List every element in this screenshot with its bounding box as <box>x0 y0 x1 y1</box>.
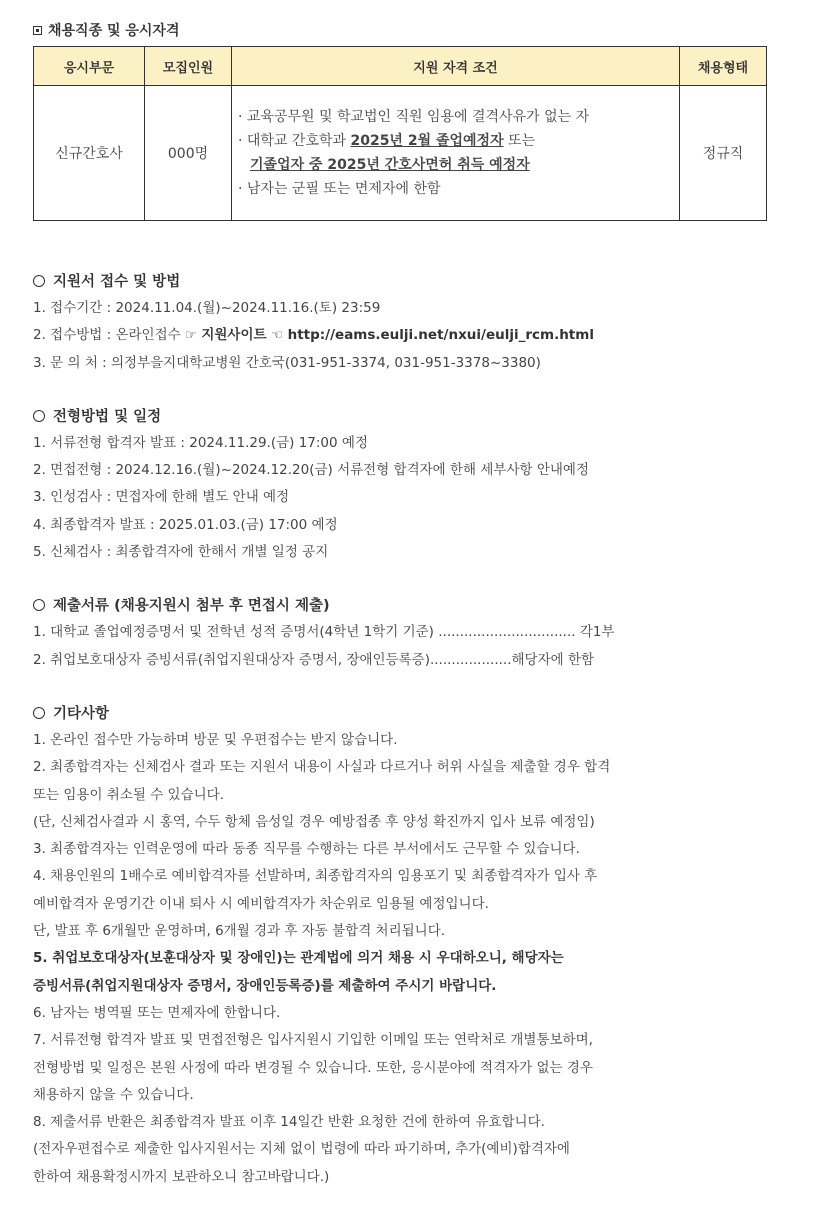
info-line: 4. 채용인원의 1배수로 예비합격자를 선발하며, 최종합격자의 임용포기 및 최종합격자가 입사 후 <box>33 868 598 885</box>
section-process-heading: 전형방법 및 일정 <box>33 404 793 430</box>
info-line: 또는 임용이 취소될 수 있습니다. <box>33 786 224 803</box>
info-line-bold: 증빙서류(취업지원대상자 증명서, 장애인등록증)를 제출하여 주시기 바랍니다. <box>33 977 497 994</box>
info-line: 2. 접수방법 : 온라인접수 ☞ 지원사이트 ☜ http://eams.eulji.net/nxui/eulji_rcm.html <box>33 327 594 344</box>
condition-line: · 대학교 간호학과 2025년 2월 졸업예정자 또는 <box>238 133 536 149</box>
info-line: 1. 서류전형 합격자 발표 : 2024.11.29.(금) 17:00 예정 <box>33 434 368 451</box>
info-line-bold: 5. 취업보호대상자(보훈대상자 및 장애인)는 관계법에 의거 채용 시 우대하오니, 해당자는 <box>33 950 564 967</box>
apply-url-link[interactable]: http://eams.eulji.net/nxui/eulji_rcm.html <box>282 327 594 344</box>
license-highlight: 기졸업자 중 2025년 간호사면허 취득 예정자 <box>250 157 530 173</box>
section-application-heading: 지원서 접수 및 방법 <box>33 269 793 295</box>
info-line: 전형방법 및 일정은 본원 사정에 따라 변경될 수 있습니다. 또한, 응시분야에 적격자가 없는 경우 <box>33 1059 593 1076</box>
info-line: 8. 제출서류 반환은 최종합격자 발표 이후 14일간 반환 요청한 건에 한하여 유효합니다. <box>33 1114 545 1131</box>
info-line: 3. 최종합격자는 인력운영에 따라 동종 직무를 수행하는 다른 부서에서도 근무할 수 있습니다. <box>33 841 580 858</box>
info-line: 5. 신체검사 : 최종합격자에 한해서 개별 일정 공지 <box>33 544 329 561</box>
condition-line: · 남자는 군필 또는 면제자에 한함 <box>238 181 441 197</box>
condition-line <box>238 153 678 177</box>
info-line: 3. 문 의 처 : 의정부을지대학교병원 간호국(031-951-3374, 031-951-3378~3380) <box>33 354 541 371</box>
section-documents-heading: 제출서류 (채용지원시 첨부 후 면접시 제출) <box>33 593 793 619</box>
dept-cell: 신규간호사 <box>34 86 145 221</box>
info-line: (단, 신체검사결과 시 홍역, 수두 항체 음성일 경우 예방접종 후 양성 확진까지 입사 보류 예정임) <box>33 813 595 830</box>
table-header-cell: 모집인원 <box>145 47 232 86</box>
info-line: 1. 온라인 접수만 가능하며 방문 및 우편접수는 받지 않습니다. <box>33 731 398 748</box>
circle-bullet-icon <box>33 275 45 287</box>
info-line: 단, 발표 후 6개월만 운영하며, 6개월 경과 후 자동 불합격 처리됩니다. <box>33 923 446 940</box>
circle-bullet-icon <box>33 410 45 422</box>
section-etc-heading: 기타사항 <box>33 701 793 727</box>
condition-cell <box>232 86 680 221</box>
info-line: 1. 대학교 졸업예정증명서 및 전학년 성적 증명서(4학년 1학기 기준) ................................ 각1부 <box>33 624 615 641</box>
pointing-hand-left-icon: ☜ <box>271 328 283 344</box>
table-header-cell: 지원 자격 조건 <box>232 47 680 86</box>
info-line: 2. 면접전형 : 2024.12.16.(월)~2024.12.20(금) 서류전형 합격자에 한해 세부사항 안내예정 <box>33 462 590 479</box>
info-line: 한하여 채용확정시까지 보관하오니 참고바랍니다.) <box>33 1168 330 1185</box>
recruitment-table <box>33 46 767 221</box>
info-line: 6. 남자는 병역필 또는 면제자에 한합니다. <box>33 1004 281 1021</box>
table-header-row <box>34 47 767 86</box>
table-header-cell: 응시부문 <box>34 47 145 86</box>
info-line: 3. 인성검사 : 면접자에 한해 별도 안내 예정 <box>33 489 290 506</box>
condition-line: · 교육공무원 및 학교법인 직원 임용에 결격사유가 없는 자 <box>238 109 590 125</box>
info-line: 1. 접수기간 : 2024.11.04.(월)~2024.11.16.(토) 23:59 <box>33 300 381 316</box>
info-line: 2. 취업보호대상자 증빙서류(취업지원대상자 증명서, 장애인등록증)...................해당자에 한함 <box>33 651 595 668</box>
graduation-highlight: 2025년 2월 졸업예정자 <box>350 133 504 149</box>
circle-bullet-icon <box>33 707 45 719</box>
square-bullet-icon <box>33 26 42 35</box>
info-line: 7. 서류전형 합격자 발표 및 면접전형은 입사지원시 기입한 이메일 또는 연락처로 개별통보하며, <box>33 1032 593 1049</box>
table-header-cell: 채용형태 <box>680 47 767 86</box>
info-line: 2. 최종합격자는 신체검사 결과 또는 지원서 내용이 사실과 다르거나 허위 사실을 제출할 경우 합격 <box>33 759 611 776</box>
info-line: 예비합격자 운영기간 이내 퇴사 시 예비합격자가 차순위로 임용될 예정입니다. <box>33 895 489 912</box>
pointing-hand-right-icon: ☞ <box>184 328 197 344</box>
info-line: 채용하지 않을 수 있습니다. <box>33 1086 194 1103</box>
section-recruitment-heading: 채용직종 및 응시자격 <box>33 18 793 44</box>
recruitment-notice <box>33 18 793 1191</box>
info-line: (전자우편접수로 제출한 입사지원서는 지체 없이 법령에 따라 파기하며, 추가(예비)합격자에 <box>33 1141 570 1158</box>
apply-site-link[interactable]: 지원사이트 <box>196 327 272 344</box>
table-row <box>34 86 767 221</box>
info-line: 4. 최종합격자 발표 : 2025.01.03.(금) 17:00 예정 <box>33 516 338 533</box>
type-cell: 정규직 <box>680 86 767 221</box>
count-cell: 000명 <box>145 86 232 221</box>
circle-bullet-icon <box>33 599 45 611</box>
